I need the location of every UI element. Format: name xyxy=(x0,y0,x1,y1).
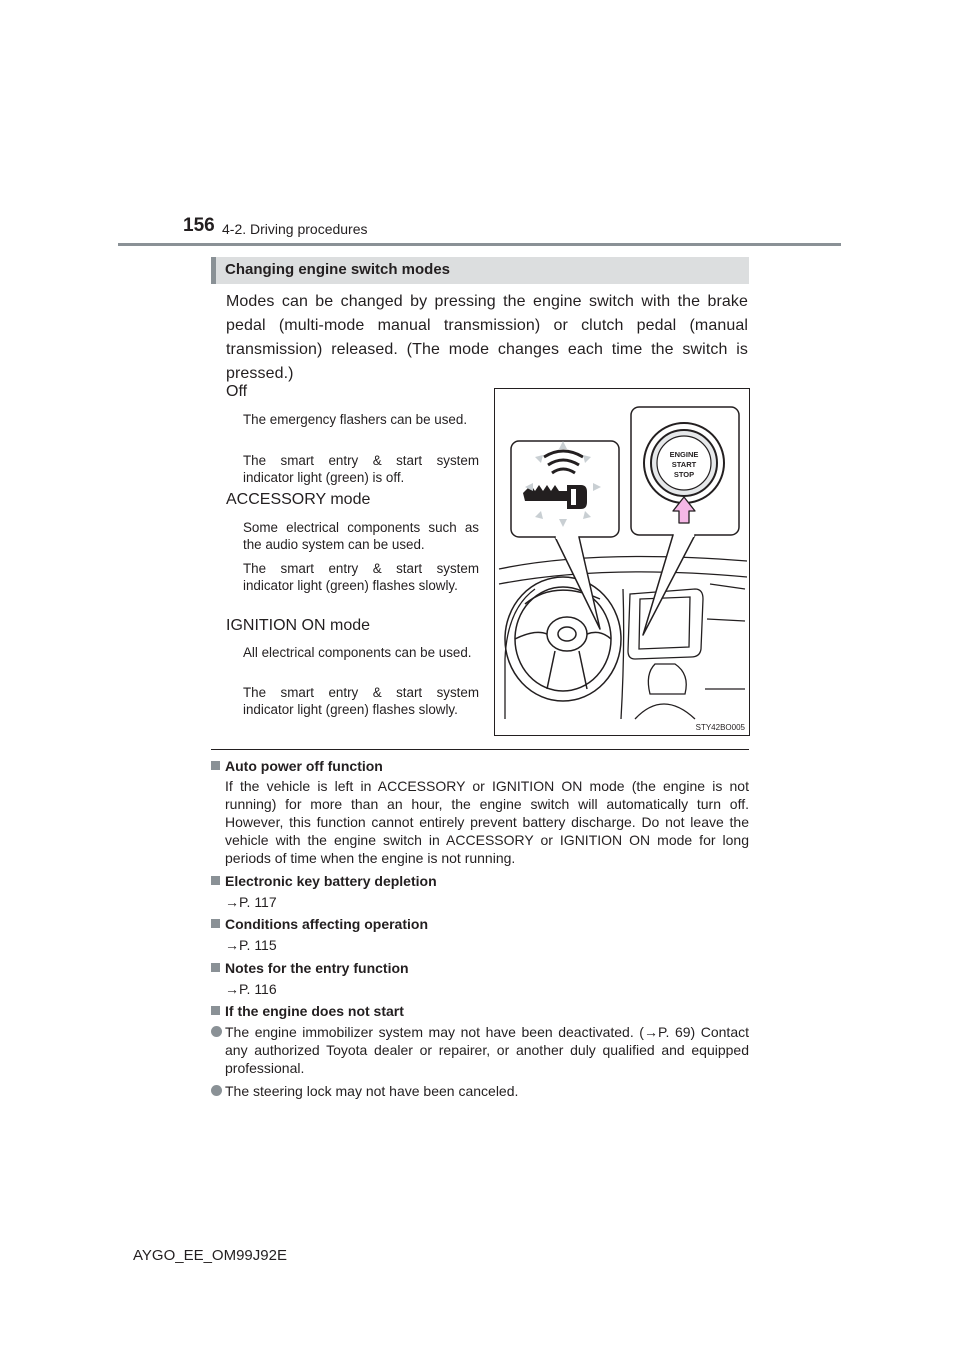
button-text-stop: STOP xyxy=(673,470,695,479)
footer-code: AYGO_EE_OM99J92E xyxy=(133,1247,287,1264)
mode-desc-off-2: The smart entry & start system indicator light (green) is off. xyxy=(243,453,479,485)
mode-title-ignition: IGNITION ON mode xyxy=(226,617,371,634)
round-bullet-icon xyxy=(211,1085,222,1096)
dashboard-illustration xyxy=(495,389,749,735)
heading-accent xyxy=(211,257,216,284)
note-title-auto-power-off: Auto power off function xyxy=(211,758,383,774)
button-text-engine: ENGINE xyxy=(669,450,699,459)
heading-title: Changing engine switch modes xyxy=(225,261,451,278)
ref-link-p115[interactable]: →P. 115 xyxy=(225,937,277,953)
mode-title-off: Off xyxy=(226,383,248,400)
figure-code: STY42BO005 xyxy=(695,723,745,732)
section-title: 4-2. Driving procedures xyxy=(222,221,368,237)
square-bullet-icon xyxy=(211,876,220,885)
mode-desc-ignition-2: The smart entry & start system indicator light (green) flashes slowly. xyxy=(243,685,479,717)
mode-desc-accessory-2: The smart entry & start system indicator light (green) flashes slowly. xyxy=(243,561,479,593)
note-title-key-battery: Electronic key battery depletion xyxy=(211,873,437,889)
mode-title-accessory: ACCESSORY mode xyxy=(226,491,371,508)
header-rule xyxy=(118,243,841,246)
square-bullet-icon xyxy=(211,1006,220,1015)
figure-dashboard xyxy=(494,388,750,736)
bullet-steering-lock: The steering lock may not have been canceled. xyxy=(211,1082,749,1100)
mode-desc-ignition-1: All electrical components can be used. xyxy=(243,645,472,660)
round-bullet-icon xyxy=(211,1026,222,1037)
bullet-immobilizer: The engine immobilizer system may not have been deactivated. (→P. 69) Contact any authorized Toyota dealer or repairer, or another duly qualified and equipped professional. xyxy=(211,1023,749,1077)
note-title-conditions: Conditions affecting operation xyxy=(211,916,428,932)
page-number: 156 xyxy=(183,215,215,236)
mode-desc-accessory-1: Some electrical components such as the audio system can be used. xyxy=(243,520,479,552)
note-body-auto-power-off: If the vehicle is left in ACCESSORY or IGNITION ON mode (the engine is not running) for more than an hour, the engine switch will automatically turn off. However, this function cannot entirely prevent battery discharge. Do not leave the vehicle with the engine switch in ACCESSORY or IGNITION ON mode for long periods of time when the engine is not running. xyxy=(225,778,749,866)
heading-bar xyxy=(211,257,749,284)
note-title-engine-not-start: If the engine does not start xyxy=(211,1003,404,1019)
square-bullet-icon xyxy=(211,919,220,928)
section-divider xyxy=(211,749,749,750)
button-text-start: START xyxy=(671,460,697,469)
square-bullet-icon xyxy=(211,761,220,770)
note-title-entry-function: Notes for the entry function xyxy=(211,960,409,976)
square-bullet-icon xyxy=(211,963,220,972)
ref-link-p117[interactable]: →P. 117 xyxy=(225,894,277,910)
mode-desc-off-1: The emergency flashers can be used. xyxy=(243,412,468,427)
ref-link-p116[interactable]: →P. 116 xyxy=(225,981,277,997)
intro-paragraph: Modes can be changed by pressing the engine switch with the brake pedal (multi-mode manual transmission) or clutch pedal (manual transmission) released. (The mode changes each time the switch is pressed.) xyxy=(226,293,748,382)
